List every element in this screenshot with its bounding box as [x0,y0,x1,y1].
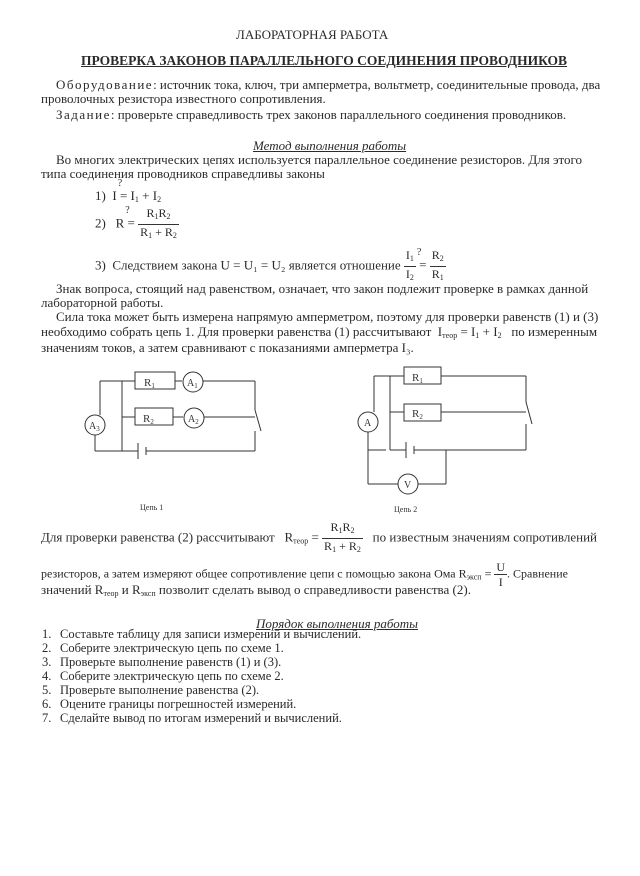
para2-line-2a: необходимо собрать цепь 1. Для проверки равенства (1) рассчитывают [41,324,432,339]
sub-1: 1 [194,382,198,390]
law-3-fraction-r [430,248,446,285]
law-1 [95,178,162,204]
r2-label: R [412,408,420,420]
sym-r2: R [431,248,440,262]
page-title: ПРОВЕРКА ЗАКОНОВ ПАРАЛЛЕЛЬНОГО СОЕДИНЕНИЯ ПРОВОДНИКОВ [81,53,568,68]
resistor-r2 [135,408,173,425]
circuit-2-diagram [356,362,546,514]
sub-1: 1 [409,254,414,263]
circuit-1-diagram [80,365,280,512]
sym-r1: R [330,520,339,534]
law-3-fraction-i [404,248,416,285]
task-text: : проверьте справедливость трех законов параллельного соединения проводников. [110,107,567,122]
list-item [42,711,361,725]
sym-plus: + [155,225,162,239]
a-label: A [364,418,372,429]
sub-1: 1 [419,377,423,385]
step-number: 7. [42,711,52,725]
sym-eq: = [119,188,128,203]
sub-2: 2 [157,195,162,204]
sub-1: 1 [439,273,444,282]
law-2-number: 2) [95,215,106,231]
r1-label: R [412,372,420,384]
step-text: Сделайте вывод по итогам измерений и вычислений. [60,711,342,725]
sym-i2: I [493,324,498,339]
a2-label: A [188,414,196,425]
para3-line-1 [41,520,597,557]
task-line [56,107,566,123]
svg-text:A2 [188,414,199,426]
question-mark: ? [416,247,422,259]
para3-line-3a: значений [41,582,92,597]
sym-r2: R [164,225,173,239]
para2-line-3: значениям токов, а затем сравнивают с показаниями амперметра I₃. [41,340,414,355]
sub-eksp: эксп [466,572,482,582]
intro-line-1: Во многих электрических цепях используется параллельное соединение резисторов. Для этого [56,152,583,167]
sym-i: I [437,324,443,339]
switch-lever [526,402,532,424]
sym-i1: I [130,188,135,203]
sub-1: 1 [338,526,343,535]
sym-plus: + [339,539,346,553]
svg-text:A1 [187,378,198,390]
sub-3: 3 [96,425,100,433]
sym-r: R [115,215,125,231]
svg-text:R1 [412,372,423,385]
law-2-fraction [138,206,179,243]
list-item [42,627,361,641]
r2-label: R [143,413,151,425]
sub-2: 2 [150,418,154,426]
method-heading: Метод выполнения работы [253,138,407,153]
para1-line-1: Знак вопроса, стоящий над равенством, означает, что закон подлежит проверке в рамках данной [56,281,589,296]
steps-list [42,627,361,725]
sym-plus: + [482,324,490,339]
sub-2: 2 [195,418,199,426]
sym-i2: I [405,267,410,281]
para2-line-2b: по измеренным [511,324,598,339]
step-number: 5. [42,683,52,697]
step-text: Составьте таблицу для записи измерений и вычислений. [60,627,362,641]
circuit-2-caption: Цепь 2 [394,505,418,514]
sub-2: 2 [172,231,177,240]
sub-1: 1 [148,231,153,240]
task-label: Задание [56,107,111,122]
sym-r1: R [140,225,149,239]
page-header: ЛАБОРАТОРНАЯ РАБОТА [236,27,389,42]
law-3 [95,248,446,285]
sub-1: 1 [332,545,337,554]
intro-line-2: типа соединения проводников справедливы законы [41,166,325,181]
sub-teor: теор [103,589,119,598]
law-3-text: Следствием закона U = U₁ = U₂ является отношение [112,257,401,273]
v-label: V [404,480,412,491]
sym-eq: = [484,566,492,581]
law-2 [95,206,179,243]
sym-r2: R [348,539,357,553]
sub-2: 2 [419,413,423,421]
para2-line-1: Сила тока может быть измерена напрямую амперметром, поэтому для проверки равенств (1) и (3) [56,309,599,324]
sym-r1: R [431,267,440,281]
circuit-1-caption: Цепь 1 [140,503,164,512]
svg-text:R2 [412,408,423,421]
sub-eksp: эксп [140,589,156,598]
a1-label: A [187,378,195,389]
sym-i1: I [405,248,410,262]
sym-eq: = [419,257,427,273]
step-text: Оцените границы погрешностей измерений. [60,697,297,711]
r1-label: R [144,377,152,389]
step-number: 4. [42,669,52,683]
sub-2: 2 [166,212,171,221]
equipment-label: Оборудование [56,77,154,92]
step-text: Соберите электрическую цепь по схеме 2. [60,669,284,683]
list-item [42,669,361,683]
sub-1: 1 [475,331,480,340]
svg-text:R1 [144,377,155,390]
sub-2: 2 [497,331,502,340]
sub-teor: теор [293,536,309,546]
para3-line-3c: позволит сделать вывод о справедливости равенства (2). [158,582,471,597]
sym-eq: = [127,215,135,231]
sym-i: I [498,575,503,589]
a3-label: A [89,421,97,432]
sym-u: U [496,560,506,574]
para1-line-2: лабораторной работы. [41,295,164,310]
para3-fraction [322,520,363,557]
step-text: Проверьте выполнение равенств (1) и (3). [60,655,282,669]
svg-text:A3 [89,421,100,433]
sub-teor: теор [442,331,458,340]
para3-line-1a: Для проверки равенства (2) рассчитывают [41,529,275,545]
step-text: Соберите электрическую цепь по схеме 1. [60,641,284,655]
para3-line-3 [41,582,471,598]
sym-i1: I [471,324,476,339]
sym-r: R [131,582,141,597]
list-item [42,641,361,655]
sym-r: R [284,529,294,545]
equipment-line-2: проволочных резистора известного сопротивления. [41,91,326,106]
list-item [42,655,361,669]
para3-line-3b: и [121,582,129,597]
equipment-text-1: : источник тока, ключ, три амперметра, вольтметр, соединительные провода, два [153,77,601,92]
list-item [42,683,361,697]
sym-r1: R [324,539,333,553]
step-number: 1. [42,627,52,641]
para3-line-2a: резисторов, а затем измеряют общее сопротивление цепи с помощью закона Ома [41,566,456,581]
sym-plus: + [142,188,150,203]
sub-2: 2 [350,526,355,535]
para3-line-1b: по известным значениям сопротивлений [372,529,597,545]
para2-line-2 [41,324,597,340]
order-heading: Порядок выполнения работы [256,616,418,631]
svg-text:R2 [143,413,154,426]
question-mark: ? [125,205,130,217]
sub-2: 2 [409,273,414,282]
sym-r2: R [158,206,167,220]
step-number: 2. [42,641,52,655]
sub-1: 1 [134,195,139,204]
sub-2: 2 [439,254,444,263]
sym-r2: R [342,520,351,534]
step-text: Проверьте выполнение равенства (2). [60,683,260,697]
sym-i: I [112,188,117,203]
step-number: 6. [42,697,52,711]
sym-r: R [94,582,104,597]
sym-i2: I [152,188,158,203]
resistor-r1 [135,372,175,389]
sym-eq: = [460,324,468,339]
sym-r: R [458,566,467,581]
sym-eq: = [311,529,319,545]
para3-line-2b: . Сравнение [507,566,568,581]
switch-lever [255,410,261,431]
sub-1: 1 [151,382,155,390]
sym-r1: R [146,206,155,220]
step-number: 3. [42,655,52,669]
sub-1: 1 [154,212,159,221]
ohm-fraction [494,560,507,589]
question-mark: ? [117,178,123,189]
law-3-number: 3) [95,257,106,273]
list-item [42,697,361,711]
law-1-number: 1) [95,188,106,203]
sub-2: 2 [356,545,361,554]
